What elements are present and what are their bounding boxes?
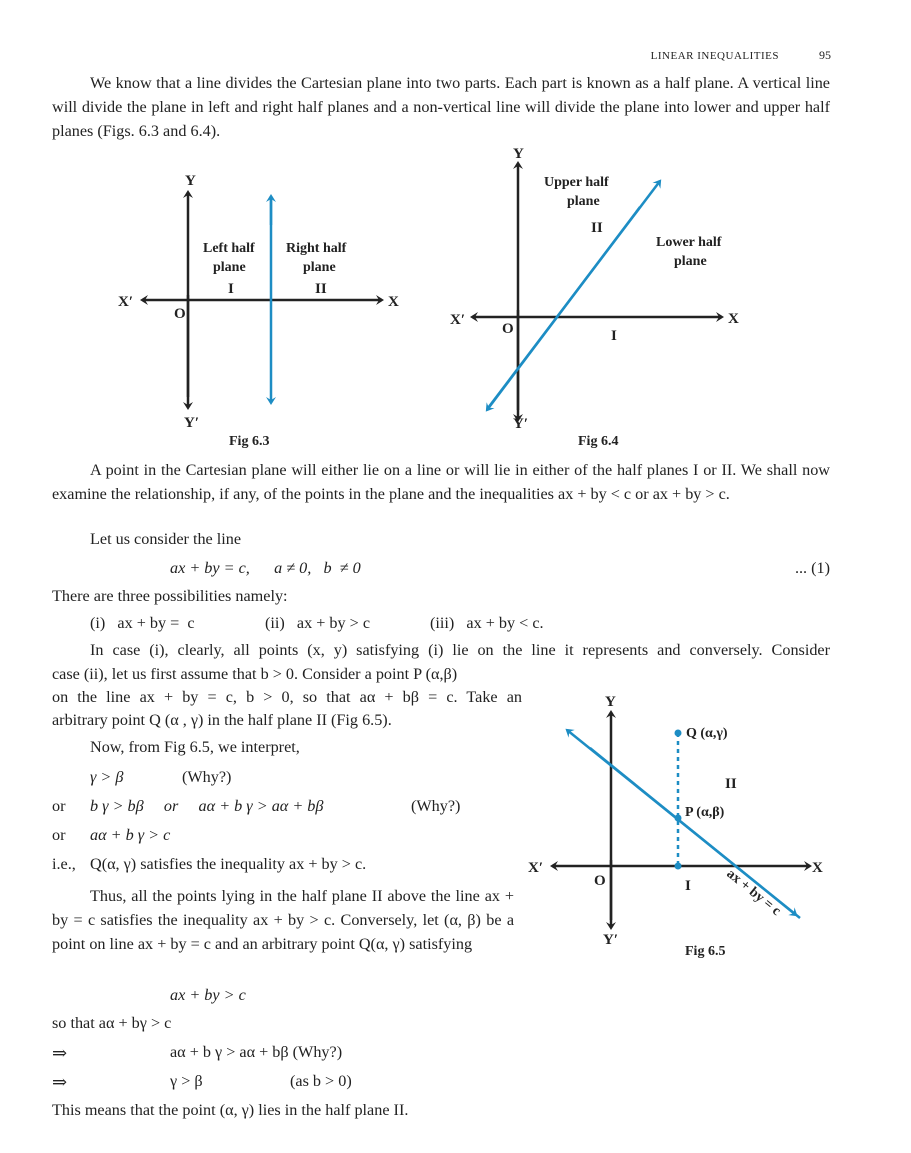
paragraph-intro-text: We know that a line divides the Cartesian plane into two parts. Each part is known as a half plane. A vertical line will divide the plane in left and right half planes and a non-vertical line will divide the plane into lower and upper half planes (Figs. 6.3 and 6.4).: [52, 74, 830, 140]
figure-6-3: [100, 165, 420, 455]
q-label: Q (α,γ): [686, 726, 728, 741]
left-plane-label: plane: [213, 260, 246, 275]
x-label: X: [812, 860, 823, 876]
ie-label: i.e.,: [52, 855, 76, 873]
step-1: γ > β: [90, 768, 124, 786]
y-prime-label: Y′: [184, 415, 200, 431]
origin-label: O: [502, 321, 514, 337]
right-half-label: Right half: [286, 241, 347, 256]
fig-6-4-caption: Fig 6.4: [578, 434, 619, 449]
possibility-2: (ii) ax + by > c: [265, 614, 371, 632]
step-3: aα + b γ > c: [90, 826, 171, 844]
page-number: 95: [819, 48, 831, 62]
case-text-d: arbitrary point Q (α , γ) in the half plane II (Fig 6.5).: [52, 711, 392, 729]
region-i-label: I: [611, 328, 617, 344]
origin-label: O: [594, 873, 606, 889]
region-i-label: I: [685, 878, 691, 894]
case-text-b: case (ii), let us first assume that b > 0. Consider a point P (α,β): [52, 665, 458, 683]
y-label: Y: [513, 146, 524, 162]
x-label: X: [388, 294, 399, 310]
equation-e2: so that aα + bγ > c: [52, 1014, 172, 1032]
step-2-why: (Why?): [411, 797, 461, 815]
case-text-a: In case (i), clearly, all points (x, y) satisfying (i) lie on the line it represents and conversely. Consider: [90, 641, 830, 659]
right-plane-label: plane: [303, 260, 336, 275]
paragraph-2: [52, 458, 830, 506]
figure-6-4: [440, 140, 760, 440]
case-text-c: on the line ax + by = c, b > 0, so that aα + bβ = c. Take an: [52, 688, 522, 706]
possibilities-text: There are three possibilities namely:: [52, 587, 288, 605]
y-prime-label: Y′: [513, 416, 529, 432]
y-label: Y: [185, 173, 196, 189]
or-2: or: [52, 826, 66, 844]
lower-plane-label: plane: [674, 254, 707, 269]
point-foot: [675, 863, 682, 870]
line-ax-by-c-2: [590, 748, 796, 915]
fig-6-3-caption: Fig 6.3: [229, 434, 270, 449]
equation-1: ax + by = c, a ≠ 0, b ≠ 0: [170, 559, 361, 577]
fig-6-5-caption: Fig 6.5: [685, 944, 726, 959]
origin-label: O: [174, 306, 186, 322]
paragraph-conversely: [52, 884, 514, 956]
equation-e4: γ > β: [170, 1072, 203, 1090]
equation-e4-reason: (as b > 0): [290, 1072, 352, 1090]
possibility-3: (iii) ax + by < c.: [430, 614, 544, 632]
implies-2: ⇒: [52, 1072, 68, 1092]
x-prime-label: X′: [118, 294, 134, 310]
equation-1-number: ... (1): [794, 559, 830, 577]
paragraph-conversely-text: Thus, all the points lying in the half plane II above the line ax + by = c satisfies the inequality ax + by > c. Conversely, let (α, β) be a point on line ax + by = c and an arbitrary point Q(α, γ) satisfying: [52, 887, 514, 953]
y-label: Y: [605, 694, 616, 710]
point-p: [675, 815, 682, 822]
running-header: [651, 48, 831, 63]
upper-half-label: Upper half: [544, 175, 609, 190]
line-equation-label: ax + by = c: [723, 866, 784, 919]
step-4: Q(α, γ) satisfies the inequality ax + by > c.: [90, 855, 367, 873]
point-q: [675, 730, 682, 737]
x-prime-label: X′: [528, 860, 544, 876]
x-prime-label: X′: [450, 312, 466, 328]
left-half-label: Left half: [203, 241, 255, 256]
implies-1: ⇒: [52, 1043, 68, 1063]
p-label: P (α,β): [685, 805, 725, 820]
lower-half-label: Lower half: [656, 235, 722, 250]
conclusion-text: This means that the point (α, γ) lies in the half plane II.: [52, 1101, 409, 1119]
paragraph-intro: [52, 71, 830, 143]
figure-6-5: [530, 690, 830, 950]
upper-plane-label: plane: [567, 194, 600, 209]
region-ii-label: II: [591, 220, 603, 236]
consider-line-text: Let us consider the line: [90, 530, 242, 548]
chapter-title: LINEAR INEQUALITIES: [650, 50, 779, 62]
paragraph-2-text: A point in the Cartesian plane will either lie on a line or will lie in either of the half planes I or II. We shall now examine the relationship, if any, of the points in the plane and the inequalities ax + by < c or ax + by > c.: [52, 461, 830, 503]
region-ii-label: II: [725, 776, 737, 792]
region-i-label: I: [228, 281, 234, 297]
region-ii-label: II: [315, 281, 327, 297]
step-2: b γ > bβ or aα + b γ > aα + bβ: [90, 797, 324, 815]
step-1-why: (Why?): [182, 768, 232, 786]
equation-e3: aα + b γ > aα + bβ (Why?): [170, 1043, 343, 1061]
possibility-1: (i) ax + by = c: [90, 614, 195, 632]
x-label: X: [728, 311, 739, 327]
interpret-text: Now, from Fig 6.5, we interpret,: [90, 738, 300, 756]
equation-e1: ax + by > c: [170, 986, 246, 1004]
or-1: or: [52, 797, 66, 815]
slanted-line-neg: [487, 207, 640, 410]
y-prime-label: Y′: [603, 932, 619, 948]
